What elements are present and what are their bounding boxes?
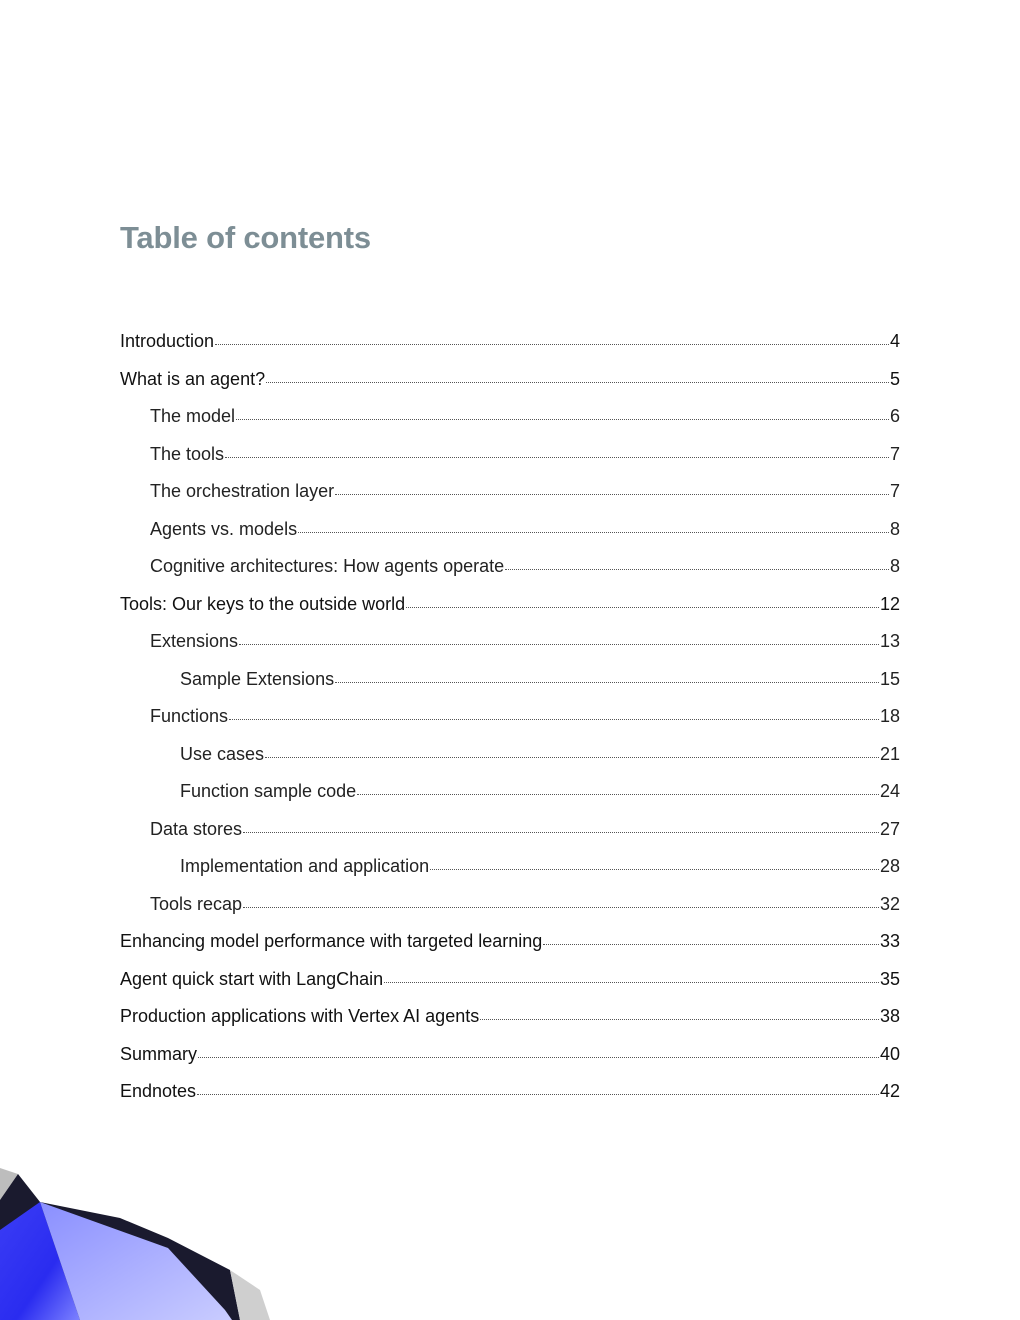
toc-dot-leader bbox=[243, 832, 879, 833]
decorative-shape-graphic bbox=[0, 1160, 280, 1320]
toc-entry-page-number: 8 bbox=[889, 518, 900, 539]
toc-entry-label: Implementation and application bbox=[180, 856, 430, 876]
toc-entry-label: Introduction bbox=[120, 331, 215, 351]
toc-entry-page-number: 21 bbox=[879, 743, 900, 764]
toc-entry-page-number: 6 bbox=[889, 406, 900, 426]
toc-entry-page-number: 12 bbox=[879, 593, 900, 614]
toc-entry-page-number: 35 bbox=[879, 968, 900, 989]
toc-entry[interactable] bbox=[120, 324, 900, 362]
toc-entry-page-number: 15 bbox=[879, 668, 900, 689]
toc-entry[interactable] bbox=[120, 774, 900, 812]
toc-entry-label: The tools bbox=[150, 443, 225, 464]
page-title: Table of contents bbox=[120, 220, 371, 255]
toc-entry-label: Endnotes bbox=[120, 1081, 197, 1101]
toc-entry-label: Production applications with Vertex AI agents bbox=[120, 1006, 480, 1026]
toc-dot-leader bbox=[239, 644, 879, 645]
toc-dot-leader bbox=[384, 982, 879, 983]
toc-dot-leader bbox=[265, 757, 879, 758]
toc-entry-label: The orchestration layer bbox=[150, 481, 335, 501]
toc-entry-label: Tools: Our keys to the outside world bbox=[120, 593, 406, 614]
toc-entry-label: Function sample code bbox=[180, 781, 357, 801]
toc-entry-label: Functions bbox=[150, 706, 229, 726]
toc-entry-page-number: 4 bbox=[889, 331, 900, 351]
toc-entry[interactable] bbox=[120, 999, 900, 1037]
toc-dot-leader bbox=[480, 1019, 879, 1020]
toc-entry-label: What is an agent? bbox=[120, 368, 266, 389]
toc-dot-leader bbox=[430, 869, 879, 870]
toc-entry[interactable] bbox=[120, 924, 900, 962]
toc-dot-leader bbox=[406, 607, 879, 608]
toc-entry[interactable] bbox=[120, 699, 900, 737]
toc-entry-page-number: 7 bbox=[889, 481, 900, 501]
toc-entry[interactable] bbox=[120, 362, 900, 400]
toc-entry-page-number: 24 bbox=[879, 781, 900, 801]
toc-entry[interactable] bbox=[120, 849, 900, 887]
toc-entry[interactable] bbox=[120, 1037, 900, 1075]
toc-entry[interactable] bbox=[120, 474, 900, 512]
toc-entry-label: Enhancing model performance with targeted learning bbox=[120, 931, 543, 951]
toc-dot-leader bbox=[236, 419, 889, 420]
toc-entry-label: Agents vs. models bbox=[150, 518, 298, 539]
toc-entry-page-number: 38 bbox=[879, 1006, 900, 1026]
toc-entry[interactable] bbox=[120, 887, 900, 925]
toc-entry-page-number: 18 bbox=[879, 706, 900, 726]
toc-dot-leader bbox=[266, 382, 889, 383]
toc-dot-leader bbox=[225, 457, 889, 458]
toc-dot-leader bbox=[197, 1094, 879, 1095]
toc-entry-label: Use cases bbox=[180, 743, 265, 764]
toc-entry-page-number: 33 bbox=[879, 931, 900, 951]
toc-entry-label: Data stores bbox=[150, 818, 243, 839]
toc-entry-page-number: 40 bbox=[879, 1043, 900, 1064]
toc-entry-page-number: 13 bbox=[879, 631, 900, 651]
toc-entry-page-number: 5 bbox=[889, 368, 900, 389]
toc-dot-leader bbox=[335, 494, 889, 495]
toc-dot-leader bbox=[335, 682, 879, 683]
toc-dot-leader bbox=[505, 569, 889, 570]
toc-dot-leader bbox=[198, 1057, 879, 1058]
toc-dot-leader bbox=[298, 532, 889, 533]
toc-list bbox=[120, 324, 900, 1112]
toc-entry[interactable] bbox=[120, 399, 900, 437]
toc-dot-leader bbox=[357, 794, 879, 795]
toc-entry-page-number: 32 bbox=[879, 893, 900, 914]
toc-entry-page-number: 7 bbox=[889, 443, 900, 464]
toc-entry-label: The model bbox=[150, 406, 236, 426]
toc-entry-page-number: 8 bbox=[889, 556, 900, 576]
toc-dot-leader bbox=[215, 344, 889, 345]
toc-entry[interactable] bbox=[120, 549, 900, 587]
toc-entry[interactable] bbox=[120, 624, 900, 662]
toc-dot-leader bbox=[243, 907, 879, 908]
toc-entry[interactable] bbox=[120, 512, 900, 550]
toc-entry[interactable] bbox=[120, 812, 900, 850]
toc-entry-label: Extensions bbox=[150, 631, 239, 651]
toc-entry-label: Sample Extensions bbox=[180, 668, 335, 689]
toc-dot-leader bbox=[229, 719, 879, 720]
toc-entry[interactable] bbox=[120, 962, 900, 1000]
toc-entry-label: Cognitive architectures: How agents operate bbox=[150, 556, 505, 576]
toc-entry-label: Tools recap bbox=[150, 893, 243, 914]
toc-entry[interactable] bbox=[120, 662, 900, 700]
toc-entry-page-number: 28 bbox=[879, 856, 900, 876]
toc-entry[interactable] bbox=[120, 587, 900, 625]
toc-entry[interactable] bbox=[120, 737, 900, 775]
toc-entry-label: Summary bbox=[120, 1043, 198, 1064]
toc-entry[interactable] bbox=[120, 437, 900, 475]
toc-entry-page-number: 42 bbox=[879, 1081, 900, 1101]
toc-entry-label: Agent quick start with LangChain bbox=[120, 968, 384, 989]
toc-entry[interactable] bbox=[120, 1074, 900, 1112]
toc-entry-page-number: 27 bbox=[879, 818, 900, 839]
toc-dot-leader bbox=[543, 944, 879, 945]
